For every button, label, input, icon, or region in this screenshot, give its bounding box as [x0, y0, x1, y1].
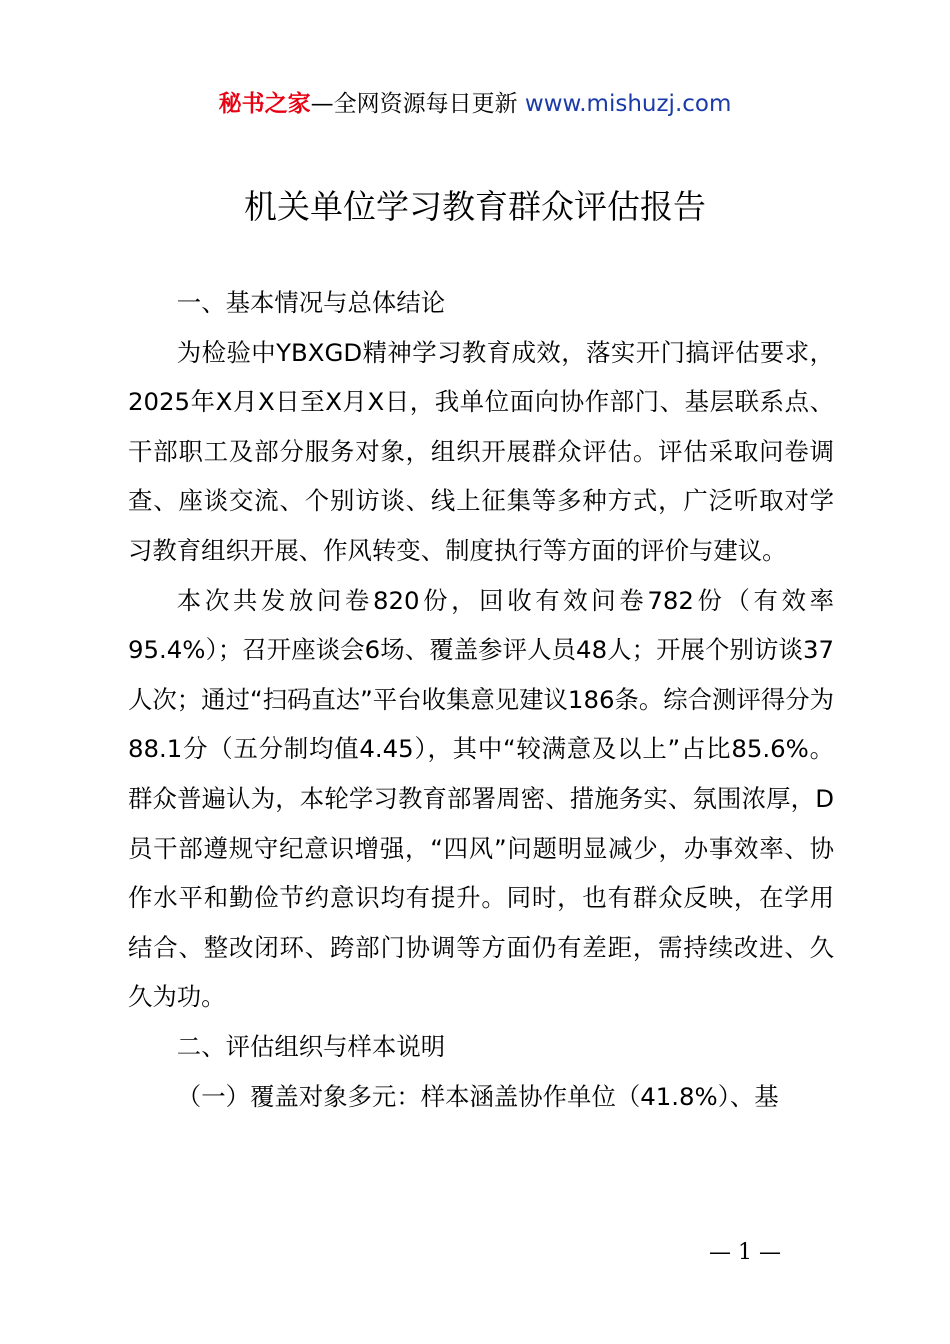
site-tagline: —全网资源每日更新	[310, 91, 518, 117]
section-heading-1: 一、基本情况与总体结论	[176, 288, 446, 317]
paragraph-statistics: 本次共发放问卷820份，回收有效问卷782份（有效率95.4%）；召开座谈会6场、覆盖参评人员48人；开展个别访谈37人次；通过“扫码直达”平台收集意见建议186条。综合测评得分为88.1分（五分制均值4.45），其中“较满意及以上”占比85.6%。群众普遍认为，本轮学习教育部署周密、措施务实、氛围浓厚，D员干部遵规守纪意识增强，“四风”问题明显减少，办事效率、协作水平和勤俭节约意识均有提升。同时，也有群众反映，在学用结合、整改闭环、跨部门协调等方面仍有差距，需持续改进、久久为功。	[128, 585, 834, 1012]
paragraph-coverage: （一）覆盖对象多元：样本涵盖协作单位（41.8%）、基	[176, 1081, 779, 1111]
site-header	[0, 86, 950, 122]
page-number: — 1 —	[709, 1240, 781, 1265]
section-heading-2: 二、评估组织与样本说明	[176, 1031, 446, 1061]
document-body	[128, 278, 834, 1121]
site-brand: 秘书之家	[218, 91, 311, 117]
document-title: 机关单位学习教育群众评估报告	[244, 187, 706, 226]
paragraph-intro: 为检验中YBXGD精神学习教育成效，落实开门搞评估要求，2025年X月X日至X月X日，我单位面向协作部门、基层联系点、干部职工及部分服务对象，组织开展群众评估。评估采取问卷调查、座谈交流、个别访谈、线上征集等多种方式，广泛听取对学习教育组织开展、作风转变、制度执行等方面的评价与建议。	[128, 337, 834, 565]
site-url-link[interactable]: www.mishuzj.com	[524, 91, 732, 117]
